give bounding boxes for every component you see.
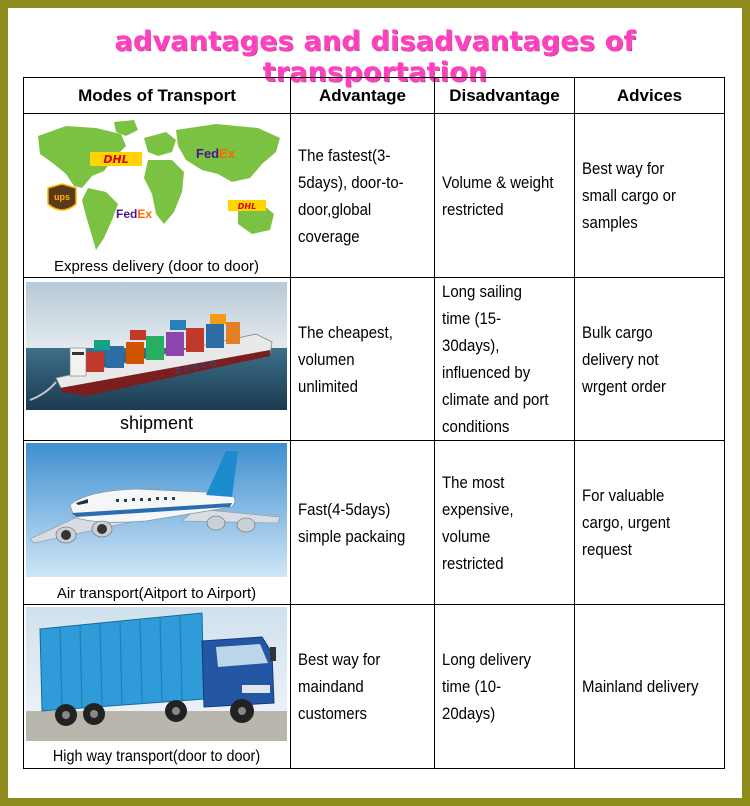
- table-row: [24, 114, 725, 278]
- advantage-cell: The cheapest, volumen unlimited: [291, 278, 435, 441]
- table-row: [24, 441, 725, 605]
- header-advantage: Advantage: [291, 78, 435, 114]
- advantage-cell: Fast(4-5days) simple packaing: [291, 441, 435, 605]
- mode-caption: Express delivery (door to door): [53, 258, 260, 275]
- advantage-cell: Best way for maindand customers: [291, 605, 435, 769]
- world-map-image: [26, 116, 287, 256]
- infographic-frame: [8, 8, 742, 798]
- table-header-row: [24, 78, 725, 114]
- disadvantage-cell: Volume & weight restricted: [435, 114, 575, 278]
- table-row: [24, 278, 725, 441]
- advice-cell: Mainland delivery: [575, 605, 725, 769]
- page-title: advantages and disadvantages of transportation: [114, 26, 636, 88]
- mode-caption: High way transport(door to door): [52, 748, 261, 765]
- svg-text:DHL: DHL: [103, 153, 129, 166]
- mode-cell: [24, 605, 291, 769]
- advice-cell: Best way for small cargo or samples: [575, 114, 725, 278]
- mode-cell: [24, 278, 291, 441]
- header-disadvantage: Disadvantage: [435, 78, 575, 114]
- header-modes: Modes of Transport: [24, 78, 291, 114]
- mode-cell: [24, 441, 291, 605]
- container-ship-image: [26, 282, 287, 410]
- mode-caption: shipment: [119, 413, 194, 433]
- table-row: [24, 605, 725, 769]
- svg-text:COSCO: COSCO: [174, 357, 220, 376]
- transport-table: [23, 77, 725, 769]
- airplane-image: [26, 443, 287, 577]
- advice-cell: Bulk cargo delivery not wrgent order: [575, 278, 725, 441]
- mode-caption: Air transport(Aitport to Airport): [56, 585, 257, 602]
- disadvantage-cell: The most expensive, volume restricted: [435, 441, 575, 605]
- svg-text:ups: ups: [53, 192, 71, 202]
- mode-cell: [24, 114, 291, 278]
- disadvantage-cell: Long delivery time (10-20days): [435, 605, 575, 769]
- truck-image: [26, 607, 287, 741]
- advantage-cell: The fastest(3-5days), door-to-door,global coverage: [291, 114, 435, 278]
- svg-text:DHL: DHL: [237, 202, 257, 211]
- disadvantage-cell: Long sailing time (15-30days), influenced by climate and port conditions: [435, 278, 575, 441]
- advice-cell: For valuable cargo, urgent request: [575, 441, 725, 605]
- svg-text:FedEx: FedEx: [196, 146, 236, 161]
- svg-text:FedEx: FedEx: [116, 207, 153, 221]
- header-advices: Advices: [575, 78, 725, 114]
